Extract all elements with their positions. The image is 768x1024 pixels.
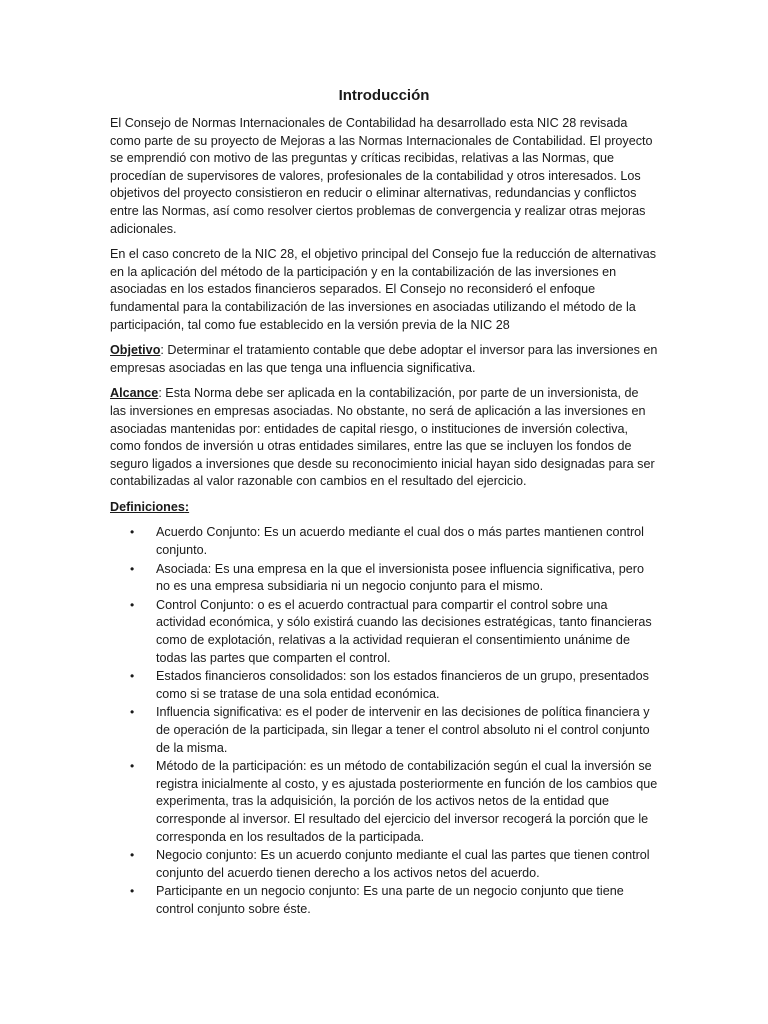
definiciones-label: Definiciones <box>110 499 185 514</box>
objetivo-paragraph <box>110 342 658 377</box>
definition-text: Participante en un negocio conjunto: Es una parte de un negocio conjunto que tiene control conjunto sobre éste. <box>156 884 624 916</box>
definition-text: Negocio conjunto: Es un acuerdo conjunto mediante el cual las partes que tienen control conjunto del acuerdo tienen derecho a los activos netos del acuerdo. <box>156 848 650 880</box>
bullet-icon: • <box>130 669 135 684</box>
document-page <box>110 86 658 920</box>
bullet-icon: • <box>130 597 135 612</box>
bullet-icon: • <box>130 884 135 899</box>
definition-item <box>110 561 658 596</box>
bullet-icon: • <box>130 525 135 540</box>
definition-item <box>110 704 658 757</box>
definition-item <box>110 597 658 667</box>
bullet-icon: • <box>130 848 135 863</box>
definition-item <box>110 524 658 559</box>
objetivo-text: : Determinar el tratamiento contable que debe adoptar el inversor para las inversiones en empresas asociadas en las que tenga una influencia significativa. <box>110 343 658 375</box>
definitions-list <box>110 524 658 918</box>
document-title: Introducción <box>338 87 430 104</box>
objetivo-label: Objetivo <box>110 343 161 358</box>
definition-text: Acuerdo Conjunto: Es un acuerdo mediante el cual dos o más partes mantienen control conjunto. <box>156 525 644 558</box>
bullet-icon: • <box>130 561 135 576</box>
definition-text: Método de la participación: es un método de contabilización según el cual la inversión se registra inicialmente al costo, y es ajustada posteriormente en función de los cambios que experimenta, tras la adquisición, la porción de los activos netos de la entidad que corresponde al inversor. El resultado del ejercicio del inversor recogerá la porción que le corresponda en los resultados de la participada. <box>156 759 658 844</box>
definition-item <box>110 847 658 882</box>
definiciones-colon: : <box>184 499 190 514</box>
definiciones-heading <box>110 499 658 517</box>
bullet-icon: • <box>130 759 135 774</box>
definition-text: Influencia significativa: es el poder de intervenir en las decisiones de política financiera y de operación de la participada, sin llegar a tener el control absoluto ni el control conjunto de la misma. <box>156 705 650 755</box>
intro-paragraph-2: En el caso concreto de la NIC 28, el objetivo principal del Consejo fue la reducción de alternativas en la aplicación del método de la participación y en la contabilización de las inversiones en asociadas en los estados financieros separados. El Consejo no reconsideró el enfoque fundamental para la contabilización de las inversiones en asociadas utilizando el método de la participación, tal como fue establecido en la versión previa de la NIC 28 <box>110 247 657 332</box>
alcance-paragraph <box>110 385 658 491</box>
definition-text: Control Conjunto: o es el acuerdo contractual para compartir el control sobre una actividad económica, y sólo existirá cuando las decisiones estratégicas, tanto financieras como de explotación, relativas a la actividad requieran el consentimiento unánime de todas las partes que comparten el control. <box>156 597 652 665</box>
definition-text: Asociada: Es una empresa en la que el inversionista posee influencia significativa, pero no es una empresa subsidiaria ni un negocio conjunto para el mismo. <box>156 561 644 594</box>
alcance-text: : Esta Norma debe ser aplicada en la contabilización, por parte de un inversionista, de las inversiones en empresas asociadas. No obstante, no será de aplicación a las inversiones en asociadas mantenidas por: entidades de capital riesgo, o instituciones de inversión colectiva, como fondos de inversión u otras entidades similares, entre las que se incluyen los fondos de seguro ligados a inversiones que desde su reconocimiento inicial hayan sido designadas para ser contabilizadas al valor razonable con cambios en el resultado del ejercicio. <box>110 386 655 489</box>
intro-paragraph-1: El Consejo de Normas Internacionales de Contabilidad ha desarrollado esta NIC 28 revisada como parte de su proyecto de Mejoras a las Normas Internacionales de Contabilidad. El proyecto se emprendió con motivo de las preguntas y críticas recibidas, relativas a las Normas, que procedían de supervisores de valores, profesionales de la contabilidad y otros interesados. Los objetivos del proyecto consistieron en reducir o eliminar alternativas, redundancias y conflictos entre las Normas, así como resolver ciertos problemas de convergencia y realizar otras mejoras adicionales. <box>110 116 653 236</box>
definition-item <box>110 668 658 703</box>
bullet-icon: • <box>130 705 135 720</box>
definition-item <box>110 883 658 918</box>
alcance-label: Alcance <box>110 386 159 401</box>
definition-item <box>110 758 658 846</box>
definition-text: Estados financieros consolidados: son los estados financieros de un grupo, presentados como si se tratase de una sola entidad económica. <box>156 669 649 701</box>
